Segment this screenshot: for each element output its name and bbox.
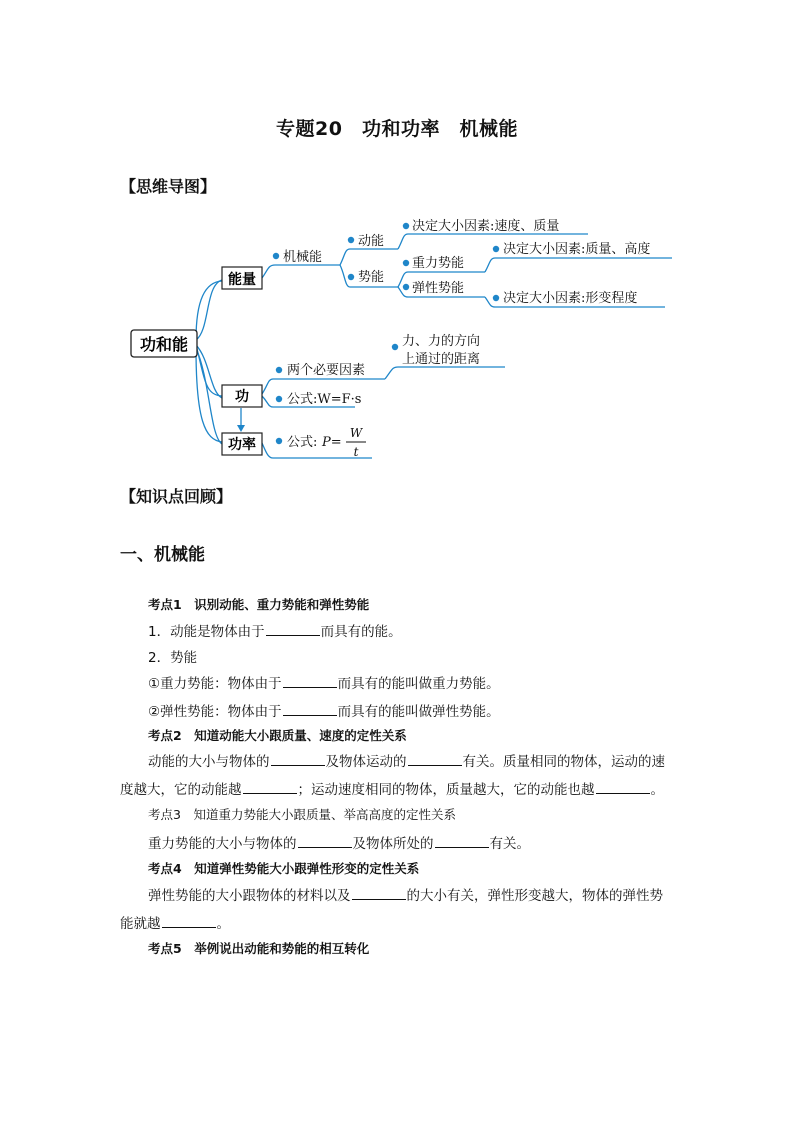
kinetic-label: 动能 bbox=[358, 234, 385, 249]
gravity-pe-label: 重力势能 bbox=[412, 256, 465, 271]
power-formula-p: P= bbox=[322, 435, 342, 450]
elastic-factor-label: 决定大小因素:形变程度 bbox=[503, 291, 638, 306]
section-heading-mechanical: 一、机械能 bbox=[120, 545, 205, 565]
answer-blank[interactable] bbox=[266, 623, 320, 636]
answer-blank[interactable] bbox=[271, 753, 325, 766]
point4-title: 考点4 知道弹性势能大小跟弹性形变的定性关系 bbox=[148, 861, 420, 876]
point1-line3: ①重力势能：物体由于 而具有的能叫做重力势能。 bbox=[148, 676, 500, 692]
answer-blank[interactable] bbox=[435, 835, 489, 848]
gravity-factor-label: 决定大小因素:质量、高度 bbox=[503, 242, 651, 257]
point3-line1: 重力势能的大小与物体的 及物体所处的 有关。 bbox=[148, 836, 530, 852]
point3-title: 考点3 知道重力势能大小跟质量、举高高度的定性关系 bbox=[148, 807, 456, 822]
power-formula-numerator: W bbox=[349, 426, 363, 440]
answer-blank[interactable] bbox=[162, 915, 216, 928]
root-label: 功和能 bbox=[139, 335, 189, 354]
force-dir-line1: 力、力的方向 bbox=[402, 334, 481, 349]
answer-blank[interactable] bbox=[408, 753, 462, 766]
power-label: 功率 bbox=[228, 437, 256, 453]
work-label: 功 bbox=[235, 389, 249, 405]
two-factors-label: 两个必要因素 bbox=[287, 363, 366, 378]
point1-title: 考点1 识别动能、重力势能和弹性势能 bbox=[148, 597, 370, 612]
point4-line1: 弹性势能的大小跟物体的材料以及 的大小有关，弹性形变越大，物体的弹性势 bbox=[148, 888, 663, 904]
potential-label: 势能 bbox=[358, 270, 385, 285]
mechanical-label: 机械能 bbox=[283, 250, 323, 265]
point1-line4: ②弹性势能：物体由于 而具有的能叫做弹性势能。 bbox=[148, 704, 500, 720]
point4-line2: 能就越 。 bbox=[120, 916, 230, 932]
elastic-pe-label: 弹性势能 bbox=[412, 281, 465, 296]
point2-line1: 动能的大小与物体的 及物体运动的 有关。质量相同的物体，运动的速 bbox=[148, 754, 665, 770]
point2-title: 考点2 知道动能大小跟质量、速度的定性关系 bbox=[148, 728, 407, 743]
point5-title: 考点5 举例说出动能和势能的相互转化 bbox=[148, 941, 370, 956]
point1-line2: 2．势能 bbox=[148, 650, 198, 666]
answer-blank[interactable] bbox=[283, 675, 337, 688]
power-formula-denominator: t bbox=[353, 445, 359, 459]
answer-blank[interactable] bbox=[243, 781, 297, 794]
review-heading: 【知识点回顾】 bbox=[120, 487, 233, 506]
energy-label: 能量 bbox=[228, 272, 256, 288]
mindmap-heading: 【思维导图】 bbox=[120, 177, 217, 196]
point1-line1: 1．动能是物体由于 而具有的能。 bbox=[148, 624, 402, 640]
answer-blank[interactable] bbox=[298, 835, 352, 848]
power-formula-prefix: 公式: bbox=[287, 435, 318, 450]
page-title: 专题20 功和功率 机械能 bbox=[276, 118, 518, 140]
point2-line2: 度越大，它的动能越 ；运动速度相同的物体，质量越大，它的动能也越 。 bbox=[120, 782, 664, 798]
answer-blank[interactable] bbox=[352, 887, 406, 900]
force-dir-line2: 上通过的距离 bbox=[402, 352, 481, 367]
kinetic-factor-label: 决定大小因素:速度、质量 bbox=[412, 219, 560, 234]
answer-blank[interactable] bbox=[283, 703, 337, 716]
work-formula-label: 公式:W=F·s bbox=[287, 392, 362, 407]
answer-blank[interactable] bbox=[596, 781, 650, 794]
